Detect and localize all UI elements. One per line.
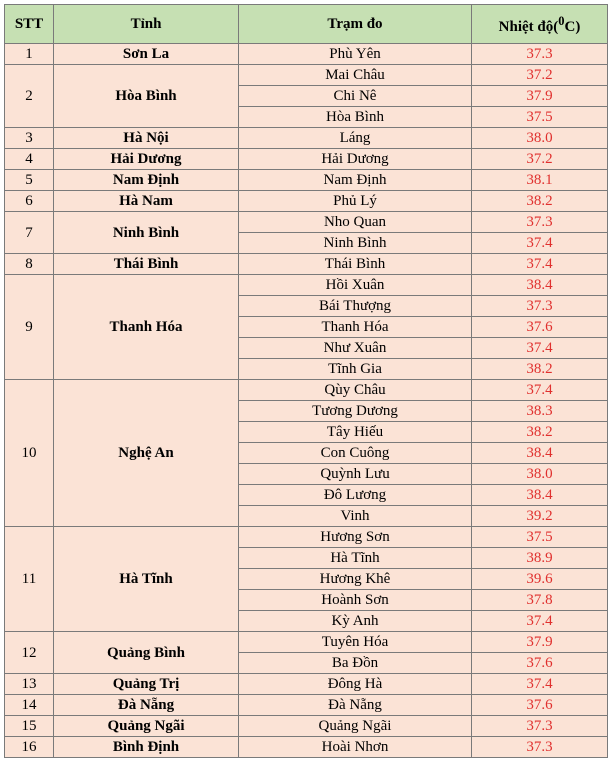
province-cell: Nam Định: [54, 170, 239, 191]
temperature-cell: 37.4: [472, 611, 608, 632]
temperature-cell: 37.5: [472, 107, 608, 128]
header-station: Trạm đo: [239, 5, 472, 44]
station-cell: Thanh Hóa: [239, 317, 472, 338]
temperature-cell: 37.6: [472, 317, 608, 338]
temperature-cell: 38.4: [472, 443, 608, 464]
stt-cell: 1: [5, 44, 54, 65]
station-cell: Mai Châu: [239, 65, 472, 86]
temperature-cell: 39.6: [472, 569, 608, 590]
province-cell: Nghệ An: [54, 380, 239, 527]
stt-cell: 12: [5, 632, 54, 674]
station-cell: Đô Lương: [239, 485, 472, 506]
station-cell: Láng: [239, 128, 472, 149]
stt-cell: 8: [5, 254, 54, 275]
station-cell: Như Xuân: [239, 338, 472, 359]
temperature-table: [4, 4, 608, 758]
table-row: [5, 191, 608, 212]
station-cell: Hương Khê: [239, 569, 472, 590]
station-cell: Hòa Bình: [239, 107, 472, 128]
table-row: [5, 275, 608, 296]
station-cell: Vinh: [239, 506, 472, 527]
temperature-cell: 37.4: [472, 233, 608, 254]
stt-cell: 2: [5, 65, 54, 128]
temperature-cell: 37.2: [472, 65, 608, 86]
table-row: [5, 695, 608, 716]
province-cell: Hà Nam: [54, 191, 239, 212]
temperature-cell: 37.4: [472, 338, 608, 359]
temperature-cell: 37.9: [472, 86, 608, 107]
temperature-cell: 37.3: [472, 44, 608, 65]
stt-cell: 16: [5, 737, 54, 758]
stt-cell: 6: [5, 191, 54, 212]
temperature-cell: 38.9: [472, 548, 608, 569]
station-cell: Bái Thượng: [239, 296, 472, 317]
stt-cell: 10: [5, 380, 54, 527]
temperature-cell: 38.1: [472, 170, 608, 191]
province-cell: Hà Nội: [54, 128, 239, 149]
temperature-cell: 37.3: [472, 716, 608, 737]
header-stt: STT: [5, 5, 54, 44]
province-cell: Hải Dương: [54, 149, 239, 170]
stt-cell: 15: [5, 716, 54, 737]
station-cell: Ninh Bình: [239, 233, 472, 254]
temperature-cell: 37.6: [472, 653, 608, 674]
table-row: [5, 170, 608, 191]
header-temp-sup: 0: [558, 14, 565, 28]
station-cell: Ba Đồn: [239, 653, 472, 674]
temperature-cell: 38.3: [472, 401, 608, 422]
table-row: [5, 128, 608, 149]
station-cell: Tĩnh Gia: [239, 359, 472, 380]
stt-cell: 14: [5, 695, 54, 716]
header-row: [5, 5, 608, 44]
table-row: [5, 149, 608, 170]
stt-cell: 4: [5, 149, 54, 170]
table-body: [5, 44, 608, 758]
table-row: [5, 380, 608, 401]
temperature-cell: 38.4: [472, 275, 608, 296]
province-cell: Quảng Bình: [54, 632, 239, 674]
station-cell: Nho Quan: [239, 212, 472, 233]
station-cell: Quỳnh Lưu: [239, 464, 472, 485]
station-cell: Nam Định: [239, 170, 472, 191]
province-cell: Bình Định: [54, 737, 239, 758]
temperature-cell: 37.4: [472, 254, 608, 275]
province-cell: Ninh Bình: [54, 212, 239, 254]
table-row: [5, 44, 608, 65]
table-row: [5, 527, 608, 548]
temperature-cell: 37.3: [472, 212, 608, 233]
station-cell: Hương Sơn: [239, 527, 472, 548]
province-cell: Hòa Bình: [54, 65, 239, 128]
station-cell: Tuyên Hóa: [239, 632, 472, 653]
stt-cell: 13: [5, 674, 54, 695]
station-cell: Thái Bình: [239, 254, 472, 275]
station-cell: Đà Nẵng: [239, 695, 472, 716]
table-row: [5, 632, 608, 653]
station-cell: Tây Hiếu: [239, 422, 472, 443]
station-cell: Đông Hà: [239, 674, 472, 695]
temperature-cell: 38.2: [472, 422, 608, 443]
table-row: [5, 674, 608, 695]
temperature-cell: 37.6: [472, 695, 608, 716]
province-cell: Quảng Trị: [54, 674, 239, 695]
temperature-cell: 37.3: [472, 296, 608, 317]
stt-cell: 7: [5, 212, 54, 254]
temperature-cell: 37.2: [472, 149, 608, 170]
temperature-cell: 37.4: [472, 380, 608, 401]
temperature-cell: 37.5: [472, 527, 608, 548]
temperature-cell: 38.0: [472, 464, 608, 485]
station-cell: Qùy Châu: [239, 380, 472, 401]
header-temperature: [472, 5, 608, 44]
station-cell: Chi Nê: [239, 86, 472, 107]
temperature-cell: 38.2: [472, 359, 608, 380]
stt-cell: 3: [5, 128, 54, 149]
province-cell: Quảng Ngãi: [54, 716, 239, 737]
temperature-cell: 37.9: [472, 632, 608, 653]
station-cell: Hoài Nhơn: [239, 737, 472, 758]
header-province: Tỉnh: [54, 5, 239, 44]
table-row: [5, 737, 608, 758]
stt-cell: 11: [5, 527, 54, 632]
station-cell: Kỳ Anh: [239, 611, 472, 632]
station-cell: Con Cuông: [239, 443, 472, 464]
table-row: [5, 65, 608, 86]
province-cell: Thái Bình: [54, 254, 239, 275]
station-cell: Hải Dương: [239, 149, 472, 170]
temperature-cell: 38.4: [472, 485, 608, 506]
station-cell: Quảng Ngãi: [239, 716, 472, 737]
stt-cell: 5: [5, 170, 54, 191]
temperature-cell: 38.2: [472, 191, 608, 212]
province-cell: Đà Nẵng: [54, 695, 239, 716]
station-cell: Hà Tĩnh: [239, 548, 472, 569]
province-cell: Thanh Hóa: [54, 275, 239, 380]
table-row: [5, 716, 608, 737]
province-cell: Sơn La: [54, 44, 239, 65]
table-row: [5, 254, 608, 275]
temperature-cell: 39.2: [472, 506, 608, 527]
station-cell: Hoành Sơn: [239, 590, 472, 611]
header-temp-suffix: C): [564, 19, 581, 35]
stt-cell: 9: [5, 275, 54, 380]
temperature-cell: 37.8: [472, 590, 608, 611]
header-temp-prefix: Nhiệt độ(: [498, 19, 559, 35]
temperature-cell: 37.3: [472, 737, 608, 758]
table-row: [5, 212, 608, 233]
station-cell: Phủ Lý: [239, 191, 472, 212]
station-cell: Phù Yên: [239, 44, 472, 65]
province-cell: Hà Tĩnh: [54, 527, 239, 632]
station-cell: Tương Dương: [239, 401, 472, 422]
station-cell: Hồi Xuân: [239, 275, 472, 296]
temperature-cell: 38.0: [472, 128, 608, 149]
temperature-cell: 37.4: [472, 674, 608, 695]
